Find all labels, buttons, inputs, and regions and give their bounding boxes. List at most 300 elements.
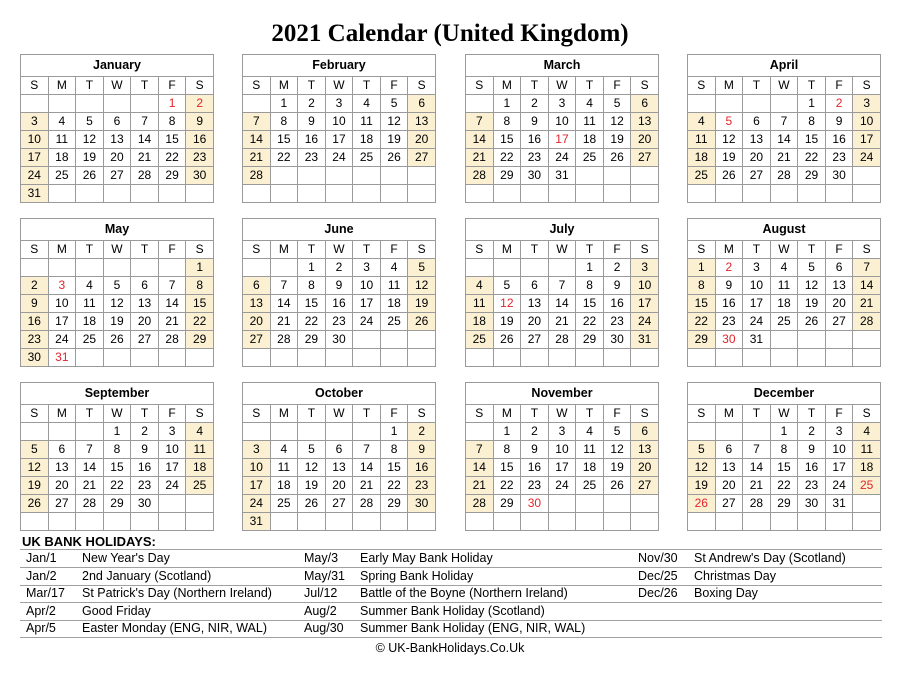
day-cell: 21 <box>853 295 881 313</box>
holiday-date: Jan/2 <box>26 568 57 583</box>
day-cell: 9 <box>408 441 436 459</box>
day-cell: 7 <box>158 277 186 295</box>
day-cell: 24 <box>21 167 49 185</box>
empty-cell <box>770 95 798 113</box>
empty-cell <box>743 349 771 367</box>
day-cell: 28 <box>76 495 104 513</box>
day-cell: 5 <box>715 113 743 131</box>
empty-cell <box>770 331 798 349</box>
day-cell: 2 <box>715 259 743 277</box>
empty-cell <box>853 495 881 513</box>
day-cell: 9 <box>186 113 214 131</box>
day-cell: 21 <box>131 149 159 167</box>
day-cell: 15 <box>576 295 604 313</box>
day-cell: 12 <box>688 459 716 477</box>
empty-cell <box>825 513 853 531</box>
day-cell: 3 <box>325 95 353 113</box>
weekday-header: S <box>243 405 271 423</box>
day-cell: 18 <box>576 131 604 149</box>
holiday-row <box>20 585 298 603</box>
weekday-header: W <box>770 77 798 95</box>
day-cell: 5 <box>408 259 436 277</box>
day-cell: 23 <box>21 331 49 349</box>
holiday-name: Easter Monday (ENG, NIR, WAL) <box>82 621 267 636</box>
weekday-header: F <box>380 405 408 423</box>
day-cell: 6 <box>103 113 131 131</box>
day-cell: 24 <box>158 477 186 495</box>
day-cell: 11 <box>380 277 408 295</box>
day-cell: 24 <box>548 477 576 495</box>
day-cell: 19 <box>76 149 104 167</box>
day-cell: 1 <box>688 259 716 277</box>
day-cell: 2 <box>521 95 549 113</box>
day-cell: 10 <box>21 131 49 149</box>
weekday-header: T <box>798 241 826 259</box>
day-cell: 15 <box>493 131 521 149</box>
day-cell: 25 <box>688 167 716 185</box>
empty-cell <box>576 185 604 203</box>
weekday-header: F <box>603 77 631 95</box>
day-cell: 25 <box>380 313 408 331</box>
weekday-header: F <box>603 405 631 423</box>
empty-cell <box>131 95 159 113</box>
weekday-header: W <box>325 241 353 259</box>
day-cell: 9 <box>131 441 159 459</box>
weekday-header: S <box>631 405 659 423</box>
empty-cell <box>325 513 353 531</box>
holiday-date: Dec/26 <box>638 586 678 601</box>
empty-cell <box>270 513 298 531</box>
day-cell: 8 <box>298 277 326 295</box>
weekday-header: M <box>48 77 76 95</box>
empty-cell <box>270 259 298 277</box>
holiday-date: Jan/1 <box>26 551 57 565</box>
day-cell: 12 <box>603 441 631 459</box>
weekday-header: F <box>603 241 631 259</box>
day-cell: 26 <box>603 477 631 495</box>
day-cell: 30 <box>408 495 436 513</box>
day-cell: 6 <box>325 441 353 459</box>
weekday-header: S <box>186 241 214 259</box>
day-cell: 9 <box>521 113 549 131</box>
day-cell: 16 <box>408 459 436 477</box>
weekday-header: T <box>353 77 381 95</box>
day-cell: 23 <box>521 149 549 167</box>
month-august <box>687 218 881 367</box>
day-cell: 30 <box>798 495 826 513</box>
empty-cell <box>325 349 353 367</box>
empty-cell <box>131 185 159 203</box>
weekday-header: F <box>825 405 853 423</box>
weekday-header: T <box>521 77 549 95</box>
day-cell: 18 <box>466 313 494 331</box>
day-cell: 9 <box>798 441 826 459</box>
day-cell: 23 <box>186 149 214 167</box>
day-cell: 14 <box>743 459 771 477</box>
day-cell: 22 <box>380 477 408 495</box>
empty-cell <box>353 423 381 441</box>
day-cell: 13 <box>715 459 743 477</box>
empty-cell <box>380 185 408 203</box>
holiday-row <box>20 568 298 586</box>
day-cell: 20 <box>715 477 743 495</box>
day-cell: 19 <box>21 477 49 495</box>
weekday-header: S <box>21 77 49 95</box>
day-cell: 2 <box>325 259 353 277</box>
weekday-header: W <box>103 77 131 95</box>
day-cell: 6 <box>243 277 271 295</box>
day-cell: 9 <box>715 277 743 295</box>
day-cell: 5 <box>76 113 104 131</box>
holiday-row <box>298 620 632 638</box>
day-cell: 13 <box>243 295 271 313</box>
day-cell: 30 <box>521 167 549 185</box>
day-cell: 30 <box>186 167 214 185</box>
empty-cell <box>466 513 494 531</box>
day-cell: 14 <box>76 459 104 477</box>
day-cell: 1 <box>493 423 521 441</box>
holiday-row <box>298 585 632 603</box>
empty-cell <box>325 167 353 185</box>
day-cell: 14 <box>466 131 494 149</box>
empty-cell <box>631 185 659 203</box>
day-cell: 28 <box>158 331 186 349</box>
day-cell: 28 <box>270 331 298 349</box>
empty-cell <box>158 185 186 203</box>
empty-cell <box>325 423 353 441</box>
day-cell: 3 <box>48 277 76 295</box>
day-cell: 29 <box>770 495 798 513</box>
day-cell: 22 <box>298 313 326 331</box>
day-cell: 28 <box>466 495 494 513</box>
holiday-name: Boxing Day <box>694 586 758 601</box>
day-cell: 7 <box>466 113 494 131</box>
empty-cell <box>21 513 49 531</box>
day-cell: 9 <box>21 295 49 313</box>
day-cell: 9 <box>298 113 326 131</box>
empty-cell <box>688 185 716 203</box>
day-cell: 8 <box>380 441 408 459</box>
day-cell: 1 <box>576 259 604 277</box>
day-cell: 30 <box>825 167 853 185</box>
day-cell: 16 <box>131 459 159 477</box>
empty-cell <box>103 513 131 531</box>
empty-cell <box>48 513 76 531</box>
weekday-header: M <box>493 77 521 95</box>
month-name: April <box>688 55 881 77</box>
day-cell: 26 <box>603 149 631 167</box>
empty-cell <box>408 331 436 349</box>
empty-cell <box>603 513 631 531</box>
weekday-header: S <box>688 77 716 95</box>
weekday-header: T <box>576 405 604 423</box>
day-cell: 2 <box>298 95 326 113</box>
weekday-header: T <box>798 77 826 95</box>
day-cell: 21 <box>548 313 576 331</box>
weekday-header: W <box>325 405 353 423</box>
day-cell: 15 <box>770 459 798 477</box>
day-cell: 12 <box>76 131 104 149</box>
day-cell: 1 <box>270 95 298 113</box>
empty-cell <box>603 185 631 203</box>
empty-cell <box>853 185 881 203</box>
day-cell: 25 <box>353 149 381 167</box>
day-cell: 7 <box>466 441 494 459</box>
day-cell: 20 <box>325 477 353 495</box>
day-cell: 18 <box>688 149 716 167</box>
empty-cell <box>76 513 104 531</box>
day-cell: 3 <box>353 259 381 277</box>
holiday-row <box>632 603 882 621</box>
day-cell: 4 <box>466 277 494 295</box>
weekday-header: W <box>548 241 576 259</box>
empty-cell <box>631 349 659 367</box>
day-cell: 14 <box>243 131 271 149</box>
empty-cell <box>688 423 716 441</box>
day-cell: 31 <box>743 331 771 349</box>
empty-cell <box>48 185 76 203</box>
month-name: October <box>243 383 436 405</box>
day-cell: 28 <box>466 167 494 185</box>
holiday-date: Aug/30 <box>304 621 344 636</box>
holiday-date: Mar/17 <box>26 586 65 601</box>
day-cell: 19 <box>493 313 521 331</box>
day-cell: 22 <box>688 313 716 331</box>
weekday-header: T <box>353 405 381 423</box>
empty-cell <box>576 349 604 367</box>
day-cell: 18 <box>380 295 408 313</box>
day-cell: 6 <box>631 423 659 441</box>
holiday-name: St Andrew's Day (Scotland) <box>694 551 846 565</box>
holiday-row <box>298 550 632 568</box>
day-cell: 5 <box>380 95 408 113</box>
day-cell: 20 <box>631 459 659 477</box>
day-cell: 22 <box>798 149 826 167</box>
day-cell: 3 <box>158 423 186 441</box>
day-cell: 15 <box>493 459 521 477</box>
day-cell: 8 <box>798 113 826 131</box>
day-cell: 3 <box>548 423 576 441</box>
day-cell: 27 <box>631 477 659 495</box>
weekday-header: T <box>521 405 549 423</box>
day-cell: 22 <box>493 477 521 495</box>
empty-cell <box>631 495 659 513</box>
empty-cell <box>103 185 131 203</box>
month-name: December <box>688 383 881 405</box>
day-cell: 4 <box>186 423 214 441</box>
day-cell: 21 <box>466 477 494 495</box>
empty-cell <box>353 513 381 531</box>
empty-cell <box>825 185 853 203</box>
weekday-header: T <box>521 241 549 259</box>
day-cell: 7 <box>770 113 798 131</box>
weekday-header: F <box>158 77 186 95</box>
empty-cell <box>353 331 381 349</box>
day-cell: 1 <box>186 259 214 277</box>
day-cell: 19 <box>380 131 408 149</box>
weekday-header: T <box>353 241 381 259</box>
day-cell: 8 <box>576 277 604 295</box>
day-cell: 4 <box>76 277 104 295</box>
empty-cell <box>631 513 659 531</box>
empty-cell <box>186 513 214 531</box>
holidays-title: UK BANK HOLIDAYS: <box>22 534 156 549</box>
day-cell: 24 <box>743 313 771 331</box>
weekday-header: S <box>466 241 494 259</box>
day-cell: 23 <box>131 477 159 495</box>
day-cell: 17 <box>743 295 771 313</box>
day-cell: 24 <box>243 495 271 513</box>
day-cell: 11 <box>270 459 298 477</box>
weekday-header: W <box>548 405 576 423</box>
holiday-date: Apr/5 <box>26 621 56 636</box>
day-cell: 7 <box>853 259 881 277</box>
day-cell: 12 <box>715 131 743 149</box>
day-cell: 1 <box>493 95 521 113</box>
day-cell: 10 <box>48 295 76 313</box>
day-cell: 11 <box>576 113 604 131</box>
day-cell: 7 <box>548 277 576 295</box>
day-cell: 11 <box>48 131 76 149</box>
weekday-header: M <box>48 241 76 259</box>
day-cell: 19 <box>603 131 631 149</box>
day-cell: 17 <box>325 131 353 149</box>
day-cell: 22 <box>270 149 298 167</box>
day-cell: 16 <box>521 131 549 149</box>
month-april <box>687 54 881 203</box>
empty-cell <box>21 423 49 441</box>
day-cell: 25 <box>48 167 76 185</box>
empty-cell <box>243 259 271 277</box>
empty-cell <box>270 185 298 203</box>
empty-cell <box>380 513 408 531</box>
holiday-row <box>20 550 298 568</box>
day-cell: 19 <box>298 477 326 495</box>
weekday-header: S <box>466 405 494 423</box>
day-cell: 16 <box>21 313 49 331</box>
day-cell: 21 <box>743 477 771 495</box>
day-cell: 31 <box>825 495 853 513</box>
month-may <box>20 218 214 367</box>
day-cell: 27 <box>325 495 353 513</box>
day-cell: 12 <box>603 113 631 131</box>
day-cell: 14 <box>270 295 298 313</box>
day-cell: 24 <box>48 331 76 349</box>
empty-cell <box>131 513 159 531</box>
day-cell: 27 <box>103 167 131 185</box>
empty-cell <box>408 349 436 367</box>
empty-cell <box>548 513 576 531</box>
empty-cell <box>493 259 521 277</box>
empty-cell <box>798 513 826 531</box>
month-name: May <box>21 219 214 241</box>
empty-cell <box>103 95 131 113</box>
day-cell: 4 <box>380 259 408 277</box>
empty-cell <box>743 423 771 441</box>
empty-cell <box>798 331 826 349</box>
empty-cell <box>243 95 271 113</box>
day-cell: 3 <box>853 95 881 113</box>
day-cell: 11 <box>186 441 214 459</box>
empty-cell <box>131 349 159 367</box>
day-cell: 18 <box>270 477 298 495</box>
empty-cell <box>158 259 186 277</box>
day-cell: 6 <box>631 95 659 113</box>
day-cell: 7 <box>353 441 381 459</box>
empty-cell <box>548 185 576 203</box>
day-cell: 25 <box>576 477 604 495</box>
day-cell: 25 <box>186 477 214 495</box>
day-cell: 13 <box>743 131 771 149</box>
holiday-row <box>298 603 632 621</box>
day-cell: 7 <box>243 113 271 131</box>
holiday-date: May/3 <box>304 551 339 565</box>
day-cell: 27 <box>743 167 771 185</box>
weekday-header: T <box>298 77 326 95</box>
day-cell: 10 <box>631 277 659 295</box>
day-cell: 30 <box>521 495 549 513</box>
empty-cell <box>853 331 881 349</box>
day-cell: 5 <box>603 95 631 113</box>
day-cell: 30 <box>21 349 49 367</box>
day-cell: 2 <box>186 95 214 113</box>
day-cell: 17 <box>548 459 576 477</box>
empty-cell <box>493 349 521 367</box>
day-cell: 14 <box>158 295 186 313</box>
empty-cell <box>466 349 494 367</box>
empty-cell <box>380 167 408 185</box>
weekday-header: F <box>158 241 186 259</box>
day-cell: 29 <box>186 331 214 349</box>
day-cell: 14 <box>131 131 159 149</box>
day-cell: 8 <box>270 113 298 131</box>
month-name: February <box>243 55 436 77</box>
day-cell: 29 <box>298 331 326 349</box>
weekday-header: T <box>76 405 104 423</box>
holiday-date: May/31 <box>304 568 345 583</box>
empty-cell <box>186 185 214 203</box>
day-cell: 27 <box>631 149 659 167</box>
holiday-date: Apr/2 <box>26 603 56 618</box>
empty-cell <box>298 349 326 367</box>
day-cell: 27 <box>825 313 853 331</box>
empty-cell <box>243 349 271 367</box>
day-cell: 8 <box>688 277 716 295</box>
empty-cell <box>521 513 549 531</box>
day-cell: 11 <box>76 295 104 313</box>
empty-cell <box>48 259 76 277</box>
day-cell: 25 <box>576 149 604 167</box>
empty-cell <box>466 95 494 113</box>
day-cell: 30 <box>131 495 159 513</box>
day-cell: 27 <box>521 331 549 349</box>
weekday-header: T <box>576 241 604 259</box>
empty-cell <box>21 95 49 113</box>
day-cell: 16 <box>298 131 326 149</box>
weekday-header: M <box>48 405 76 423</box>
day-cell: 13 <box>325 459 353 477</box>
weekday-header: T <box>576 77 604 95</box>
day-cell: 16 <box>521 459 549 477</box>
day-cell: 24 <box>631 313 659 331</box>
day-cell: 18 <box>576 459 604 477</box>
month-name: June <box>243 219 436 241</box>
empty-cell <box>715 513 743 531</box>
day-cell: 2 <box>521 423 549 441</box>
empty-cell <box>770 185 798 203</box>
holiday-row <box>632 568 882 586</box>
holiday-name: Christmas Day <box>694 568 776 583</box>
